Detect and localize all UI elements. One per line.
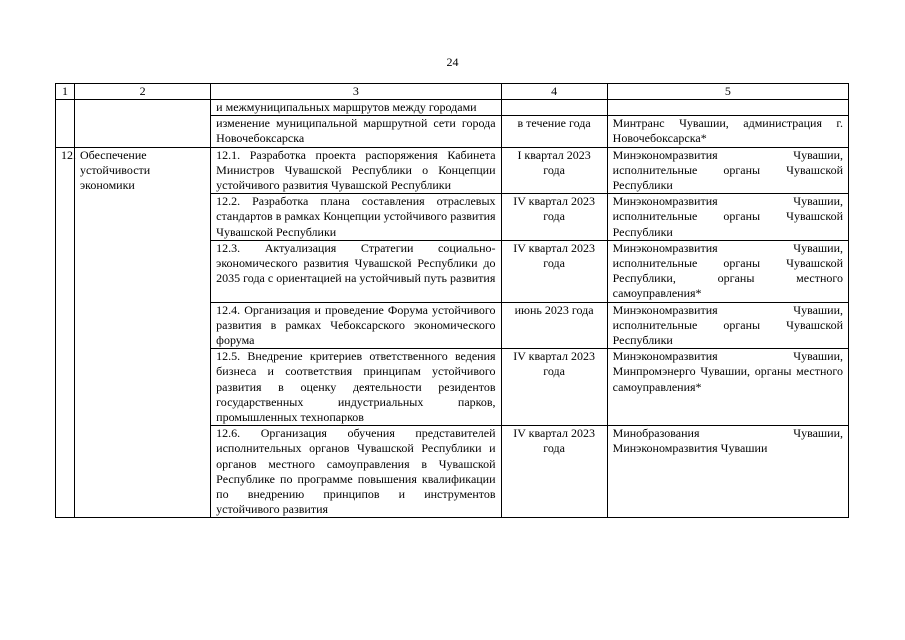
- activity-text: 12.2. Разработка плана составления отраслевых стандартов в рамках Концепции устойчивого развития Чувашской Республики: [216, 194, 496, 239]
- term-cell: I квартал 2023 года: [501, 147, 607, 194]
- term-cell: IV квартал 2023 года: [501, 349, 607, 426]
- table-row: [56, 147, 849, 194]
- activity-text: 12.3. Актуализация Стратегии социально-экономического развития Чувашской Республики до 2035 года с ориентацией на устойчивый путь развития: [216, 240, 496, 286]
- responsible-cell: [607, 240, 848, 302]
- activity-cell: [211, 426, 501, 518]
- activity-cell: [211, 240, 501, 302]
- term-cell: IV квартал 2023 года: [501, 194, 607, 241]
- row-number-cell: 12.: [56, 147, 75, 518]
- table-row: [56, 100, 849, 116]
- term-cell: IV квартал 2023 года: [501, 426, 607, 518]
- activity-text: 12.6. Организация обучения представителей исполнительных органов Чувашской Республики и органов местного самоуправления в Чувашской Республике по программе повышения квалификации по внедрению принципов и инструментов устойчивого развития: [216, 426, 496, 517]
- table-header-row: [56, 84, 849, 100]
- responsible-text: Минэкономразвития Чувашии, исполнительные органы Чувашской Республики: [612, 302, 843, 348]
- column-header-activity: 3: [211, 84, 501, 100]
- responsible-text: Минтранс Чувашии, администрация г. Новочебоксарска*: [612, 116, 843, 146]
- term-cell: июнь 2023 года: [501, 302, 607, 349]
- activity-cell: [211, 302, 501, 349]
- responsible-cell: [607, 100, 848, 116]
- responsible-cell: [607, 194, 848, 241]
- responsible-text: Минэкономразвития Чувашии, Минпромэнерго Чувашии, органы местного самоуправления*: [612, 349, 843, 394]
- responsible-text: Минэкономразвития Чувашии, исполнительные органы Чувашской Республики, органы местного самоуправления*: [612, 240, 843, 301]
- activity-text: 12.1. Разработка проекта распоряжения Кабинета Министров Чувашской Республики о Концепции устойчивого развития Чувашской Республики: [216, 147, 496, 193]
- column-header-number: 1: [56, 84, 75, 100]
- responsible-text: Минэкономразвития Чувашии, исполнительные органы Чувашской Республики: [612, 147, 843, 193]
- responsible-text: Минобразования Чувашии, Минэкономразвития Чувашии: [612, 426, 843, 456]
- responsible-cell: [607, 147, 848, 194]
- activity-cell: [211, 100, 501, 116]
- page-number: 24: [446, 55, 459, 69]
- column-header-responsible: 5: [607, 84, 848, 100]
- direction-cell: [75, 100, 211, 148]
- activity-cell: [211, 349, 501, 426]
- activity-cell: [211, 194, 501, 241]
- activity-text: и межмуниципальных маршрутов между городами: [216, 100, 477, 114]
- responsible-cell: [607, 116, 848, 147]
- plan-table: [55, 83, 849, 518]
- column-header-direction: 2: [75, 84, 211, 100]
- activity-cell: [211, 147, 501, 194]
- direction-text: Обеспечение устойчивости экономики: [80, 147, 151, 193]
- activity-cell: [211, 116, 501, 147]
- activity-text: изменение муниципальной маршрутной сети города Новочебоксарска: [216, 116, 496, 146]
- responsible-cell: [607, 302, 848, 349]
- direction-cell: [75, 147, 211, 518]
- row-number-cell: [56, 100, 75, 148]
- term-cell: в течение года: [501, 116, 607, 147]
- responsible-cell: [607, 426, 848, 518]
- term-cell: [501, 100, 607, 116]
- responsible-cell: [607, 349, 848, 426]
- activity-text: 12.5. Внедрение критериев ответственного ведения бизнеса и соответствия принципам устойчивого развития в оценку деятельности резидентов государственных индустриальных парков, промышленных технопарков: [216, 349, 496, 425]
- activity-text: 12.4. Организация и проведение Форума устойчивого развития в рамках Чебоксарского экономического форума: [216, 302, 496, 348]
- term-cell: IV квартал 2023 года: [501, 240, 607, 302]
- responsible-text: Минэкономразвития Чувашии, исполнительные органы Чувашской Республики: [612, 194, 843, 239]
- column-header-term: 4: [501, 84, 607, 100]
